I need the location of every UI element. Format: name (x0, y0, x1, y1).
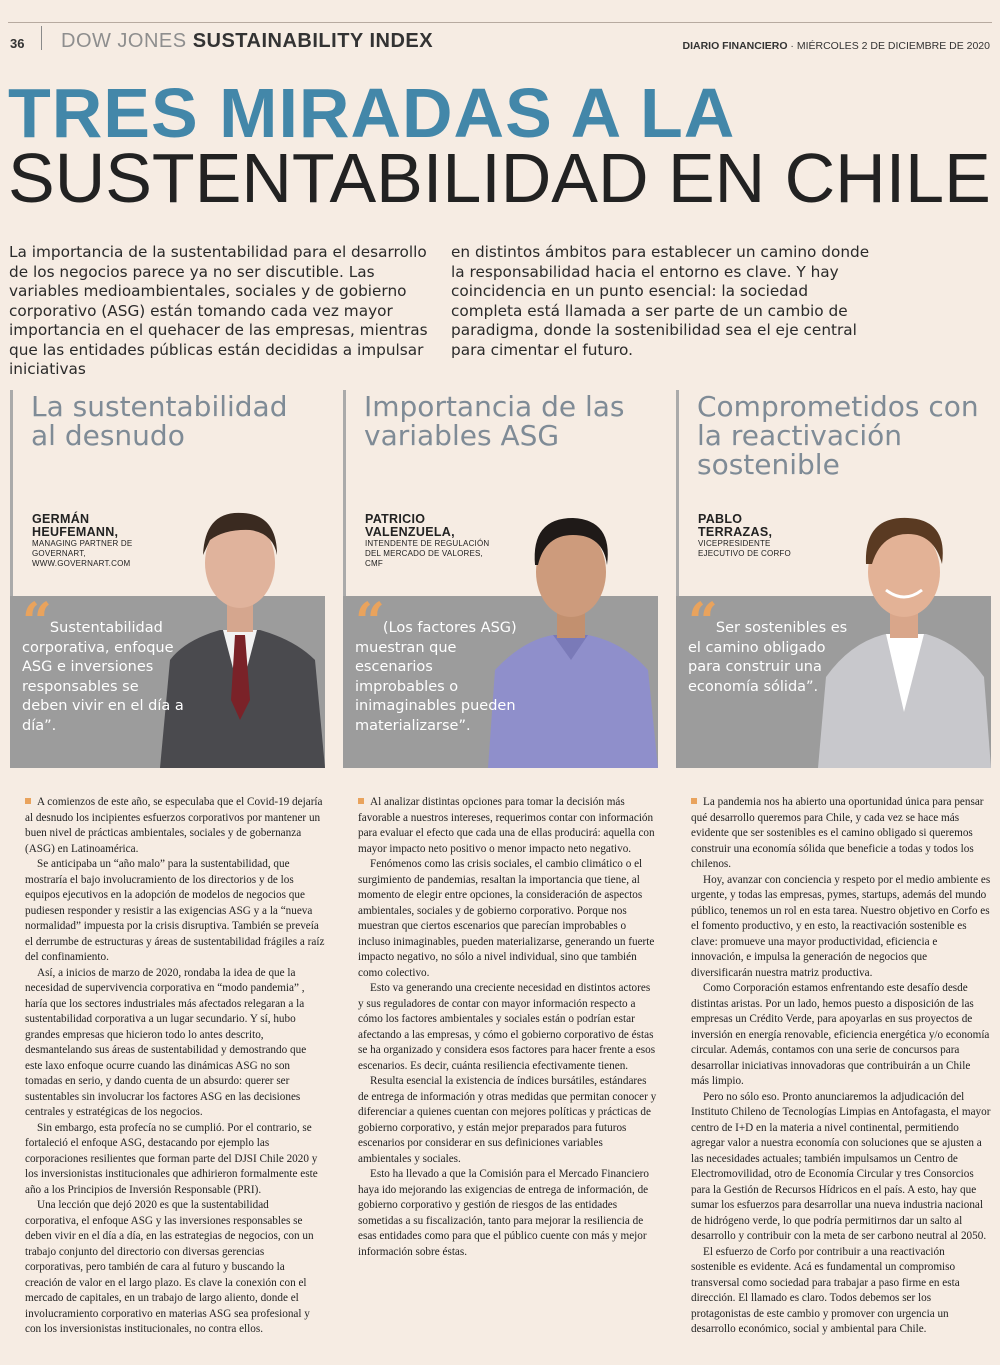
pull-quote-text: Sustentabilidad corporativa, enfoque ASG e inversiones responsables se deben vivir en el día a día”. (22, 620, 184, 734)
column-title: Importancia de las variables ASG (364, 390, 625, 452)
article-body (25, 795, 325, 1338)
body-paragraph: Al analizar distintas opciones para tomar la decisión más favorable a nuestros intereses, requerimos contar con información para evaluar el efecto que cada una de ellas producirá: aquella con mayor impacto neto positivo o menor impacto neto negativo. (358, 796, 655, 855)
author-role: MANAGING PARTNER DE GOVERNART, WWW.GOVERNART.COM (32, 539, 133, 568)
column-title: La sustentabilidad al desnudo (31, 390, 288, 452)
body-paragraph: Así, a inicios de marzo de 2020, rondaba la idea de que la necesidad de supervivencia corporativa en “modo pandemia” , haría que los sectores industriales más afectados relegaran a la sustentabilidad corporativa a un lugar secundario. Y sí, hubo grandes empresas que hicieron todo lo antes descrito, desmantelando sus áreas de sustentabilidad y demostrando que este laxo enfoque ocurre cuando las dinámicas ASG no son tomadas en serio, y dando cuenta de un absurdo: querer ser sustentables sin involucrar los factores ASG en las decisiones centrales y estratégicas de los negocios. (25, 966, 307, 1118)
headline-line-2: SUSTENTABILIDAD EN CHILE (8, 139, 991, 217)
open-quote-icon: “ (688, 592, 712, 653)
section-name-light: DOW JONES (61, 30, 187, 52)
bullet-square-icon (358, 798, 364, 804)
author-name: PABLO TERRAZAS, (698, 512, 773, 539)
body-paragraph: Pero no sólo eso. Pronto anunciaremos la adjudicación del Instituto Chileno de Tecnologías Limpias en Antofagasta, el mayor centro de I+D en la materia a nivel continental, permitiendo agregar valor a nuestra economía con soluciones que se ajusten a las necesidades actuales; también impulsamos un Centro de Electromovilidad, otro de Economía Circular y tres Consorcios para la Gestión de Recursos Hídricos en el país. A esto, hay que sumar los esfuerzos para desarrollar una nueva industria nacional de hidrógeno verde, lo que podría permitirnos dar un salto al desarrollo y contribuir con la meta de ser carbono neutral al 2050. (691, 1090, 991, 1242)
headline-line-1: TRES MIRADAS A LA (8, 74, 736, 152)
pull-quote-text: Ser sostenibles es el camino obligado para construir una economía sólida”. (688, 620, 848, 695)
open-quote-icon: “ (355, 592, 379, 653)
author-name: PATRICIO VALENZUELA, (365, 512, 455, 539)
article-column-2 (343, 390, 658, 1360)
section-name-bold: SUSTAINABILITY INDEX (192, 30, 434, 52)
intro-left: La importancia de la sustentabilidad para el desarrollo de los negocios parece ya no ser discutible. Las variables medioambientales, sociales y de gobierno corporativo (ASG) están tomando cada vez mayor importancia en el quehacer de las empresas, mientras que las entidades públicas están decididas a impulsar iniciativas (9, 243, 428, 378)
body-paragraph: Esto ha llevado a que la Comisión para el Mercado Financiero haya ido mejorando las exigencias de entrega de información, de gobierno corporativo y gestión de riesgos de las entidades sometidas a su fiscalización, tanto para mejorar la resiliencia de esas entidades como para que el público cuente con más y mejor información sobre éstas. (358, 1168, 649, 1258)
body-paragraph: Esto va generando una creciente necesidad en distintos actores y sus reguladores de contar con mayor información respecto a cómo los factores ambientales y sociales están o podrían estar afectando a las empresas, y cómo el gobierno corporativo de éstas se ha organizado y considera esos factores para hacer frente a esos escenarios. Es decir, cuánta resiliencia efectivamente tienen. (358, 982, 656, 1072)
author-block (698, 513, 818, 559)
body-paragraph: Como Corporación estamos enfrentando este desafío desde distintas aristas. Por un lado, hemos puesto a disposición de las empresas un Crédito Verde, para apoyarlas en sus proyectos de inversión en energía renovable, eficiencia energética y/o economía circular. Además, contamos con una serie de concursos para desarrollar iniciativas innovadoras que contribuirán a un Chile más limpio. (691, 982, 990, 1087)
body-paragraph: Sin embargo, esta profecía no se cumplió. Por el contrario, se fortaleció el enfoque ASG, destacando por ejemplo las corporaciones resilientes que forman parte del DJSI Chile 2020 y los inversionistas institucionales que adhirieron formalmente este año a los Principios de Inversión Responsable (PRI). (25, 1121, 318, 1196)
pull-quote-text: (Los factores ASG) muestran que escenarios improbables o inimaginables pueden materializarse”. (355, 620, 517, 734)
body-paragraph: Resulta esencial la existencia de índices bursátiles, estándares de entrega de información y otras medidas que permitan conocer y diferenciar a quienes cuentan con mejores políticas y prácticas de gobierno corporativo, y están mejor preparados para futuros escenarios por considerar en sus definiciones variables ambientales y sociales. (358, 1075, 657, 1165)
body-paragraph: A comienzos de este año, se especulaba que el Covid-19 dejaría al desnudo los incipientes esfuerzos corporativos por mantener un buen nivel de prácticas ambientales, sociales y de gobernanza (ASG) en Latinoamérica. (25, 796, 323, 855)
article-column-1 (10, 390, 325, 1360)
body-paragraph: Una lección que dejó 2020 es que la sustentabilidad corporativa, el enfoque ASG y las inversiones responsables se deben vivir en el día a día, en las estrategias de negocios, con un trabajo conjunto del directorio con diversas gerencias corporativas, pero también de cara al futuro y buscando la creación de valor en el largo plazo. Es clave la conexión con el mercado de capitales, en un trabajo de largo aliento, donde el involucramiento corporativo en materias ASG sea profesional y con los inversionistas institucionales, no contra ellos. (25, 1199, 314, 1335)
publication-line (683, 40, 990, 52)
header-divider (41, 26, 42, 50)
article-body (358, 795, 658, 1260)
author-block (32, 513, 152, 569)
body-paragraph: Se anticipaba un “año malo” para la sustentabilidad, que mostraría el bajo involucramiento de los directorios y de los equipos ejecutivos en la adopción de modelos de negocios que pudiesen responder y resistir a las exigencias ASG y a la “nueva normalidad” impuesta por la crisis disruptiva. También se preveía el derrumbe de estructuras y áreas de sustentabilidad frágiles a raíz del confinamiento. (25, 858, 325, 963)
top-rule (8, 22, 992, 23)
bullet-square-icon (691, 798, 697, 804)
section-name (61, 30, 433, 53)
body-paragraph: La pandemia nos ha abierto una oportunidad única para pensar qué desarrollo queremos para Chile, y cada vez se hace más evidente que ser sostenibles es el camino obligado si queremos construir una economía sólida que beneficie a todas y todos los chilenos. (691, 796, 984, 870)
pull-quote (22, 592, 187, 736)
page-number: 36 (10, 36, 25, 51)
author-block (365, 513, 495, 569)
publication-date: · MIÉRCOLES 2 DE DICIEMBRE DE 2020 (787, 40, 990, 52)
pull-quote (355, 592, 520, 736)
publication-name: DIARIO FINANCIERO (682, 40, 788, 52)
author-role: VICEPRESIDENTE EJECUTIVO DE CORFO (698, 539, 791, 558)
bullet-square-icon (25, 798, 31, 804)
intro-right: en distintos ámbitos para establecer un camino donde la responsabilidad hacia el entorno es clave. Y hay coincidencia en un punto esencial: la sociedad completa está llamada a ser parte de un cambio de paradigma, donde la sostenibilidad sea el eje central para cimentar el futuro. (451, 243, 870, 359)
column-title: Comprometidos con la reactivación sostenible (697, 390, 979, 481)
article-column-3 (676, 390, 991, 1360)
body-paragraph: Fenómenos como las crisis sociales, el cambio climático o el surgimiento de pandemias, resaltan la importancia que tiene, al momento de elegir entre opciones, la consideración de aspectos ambientales, sociales y de gobierno corporativo. Porque nos muestran que ciertos escenarios que parecían improbables o incluso inimaginables, pueden materializarse, generando un fuerte impacto negativo, no sólo a nivel individual, sino que también como colectivo. (358, 858, 655, 979)
article-body (691, 795, 991, 1338)
author-role: INTENDENTE DE REGULACIÓN DEL MERCADO DE VALORES, CMF (365, 539, 490, 568)
body-paragraph: Hoy, avanzar con conciencia y respeto por el medio ambiente es urgente, y todas las empresas, pymes, startups, además del mundo público, tenemos un rol en esta tarea. Nuestro objetivo en Corfo es el fomento productivo, y en esto, la reactivación sostenible es clave: promueve una mayor productividad, eficiencia e innovación, e impulsa la generación de negocios que diversificarán nuestra matriz productiva. (691, 873, 991, 979)
author-name: GERMÁN HEUFEMANN, (32, 512, 119, 539)
open-quote-icon: “ (22, 592, 46, 653)
body-paragraph: El esfuerzo de Corfo por contribuir a una reactivación sostenible es evidente. Acá es fundamental un compromiso transversal como sociedad para trabajar a paso firme en esta dirección. El llamado es claro. Todos debemos ser los protagonistas de este cambio y promover con urgencia un desarrollo económico, social y ambiental para Chile. (691, 1245, 960, 1335)
pull-quote (688, 592, 853, 697)
